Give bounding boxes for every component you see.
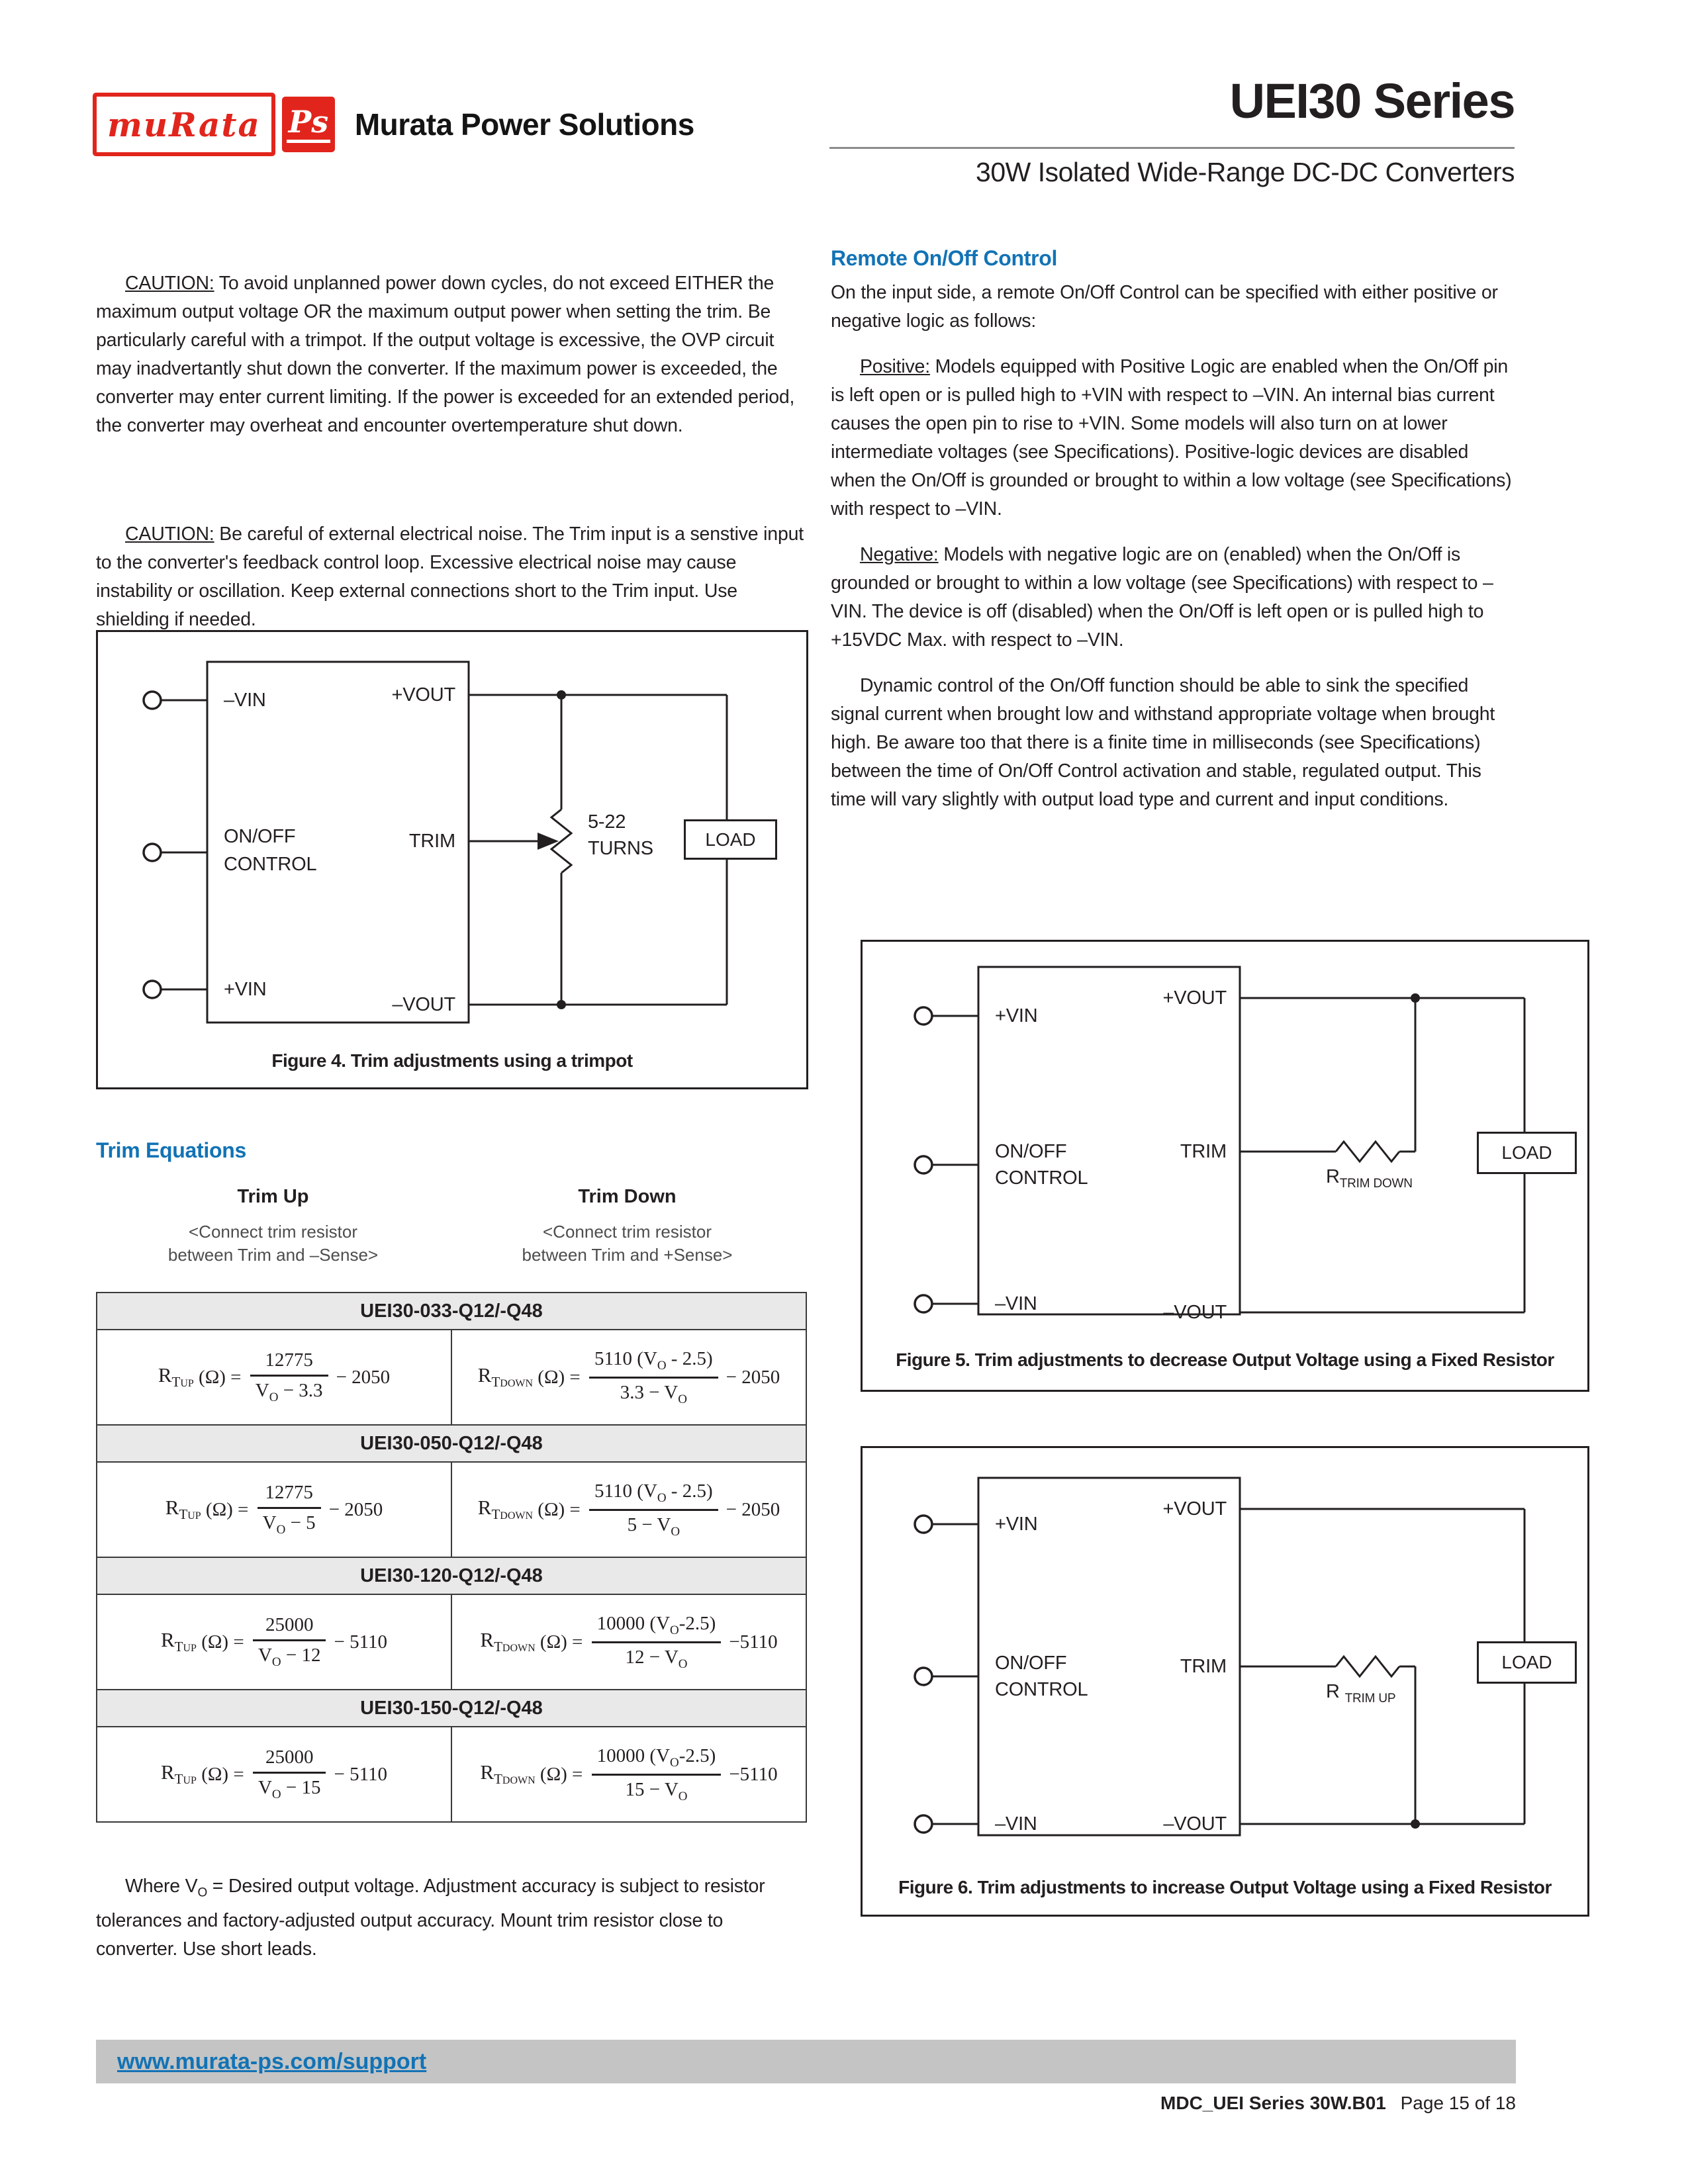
input-terminals [915,1516,932,1833]
trim-up-equation: $R_{TUP}$ (Ω) = $\frac{12775}{V_O - 3.3}$ − 2050 [97,1330,452,1424]
fig6-pin-neg-vout: –VOUT [1163,1813,1227,1835]
fig4-pin-onoff-line2: CONTROL [224,854,317,875]
fixed-resistor [1336,1142,1399,1161]
fig5-resistor-subscript: TRIM DOWN [1339,1176,1413,1191]
input-terminals [144,692,161,998]
fig5-pin-pos-vout: +VOUT [1162,987,1227,1009]
fig4-pin-neg-vout: –VOUT [392,994,455,1015]
figure-6-caption: Figure 6. Trim adjustments to increase Output Voltage using a Fixed Resistor [898,1877,1552,1897]
support-link[interactable]: www.murata-ps.com/support [117,2048,427,2074]
fig4-turns-label-line2: TURNS [588,838,653,859]
fig5-pin-onoff-line1: ON/OFF [995,1141,1067,1162]
caution-2-lead: CAUTION: [125,523,214,545]
junction-dot [1411,1819,1420,1829]
fixed-resistor [1336,1657,1399,1676]
trim-up-equation: $R_{TUP}$ (Ω) = $\frac{12775}{V_O - 5}$ − 2050 [97,1463,452,1557]
trim-up-title: Trim Up [237,1186,309,1207]
remote-onoff-intro: On the input side, a remote On/Off Control can be specified with either positive or negative logic as follows: [831,282,1498,332]
negative-text: Models with negative logic are on (enabled) when the On/Off is grounded or brought to within a low voltage (see Specifications) with respect to –VIN. The device is off (disabled) when the On/Off is left open or is pulled high to +15VDC Max. with respect to –VIN. [831,544,1493,651]
fig6-pin-onoff-line2: CONTROL [995,1679,1088,1700]
fig5-pin-trim: TRIM [1180,1141,1227,1162]
brand-name: Murata Power Solutions [354,107,694,142]
trim-down-note-line1: <Connect trim resistor [542,1222,712,1242]
remote-onoff-section [831,246,1514,831]
trim-equations-table [96,1292,807,1823]
trim-down-equation: $R_{TDOWN}$ (Ω) = $\frac{5110 (V_O - 2.5)}{5 - V_O}$ − 2050 [477,1480,780,1539]
murata-logo-text: muRata [107,105,261,144]
fig4-turns-label-line1: 5-22 [588,811,626,833]
trim-up-note-line1: <Connect trim resistor [188,1222,358,1242]
trim-down-note-line2: between Trim and +Sense> [522,1245,733,1265]
fig6-load-box: LOAD [1477,1641,1577,1684]
murata-ps-logo-text: Ps [287,107,331,143]
fig6-pin-neg-vin: –VIN [995,1813,1037,1835]
figure-4-caption: Figure 4. Trim adjustments using a trimpot [271,1050,633,1071]
footer-document-info [1160,2093,1516,2114]
fig6-resistor-label [1326,1680,1395,1710]
murata-logo [93,93,275,156]
fig4-pin-pos-vout: +VOUT [391,684,455,705]
figure-5-trim-down-diagram [861,940,1589,1392]
junction-dot [557,1000,566,1009]
trim-up-equation: $R_{TUP}$ (Ω) = $\frac{25000}{V_O - 15}$ − 5110 [97,1727,452,1821]
logo-row [93,96,694,153]
fig5-pin-pos-vin: +VIN [995,1005,1038,1026]
negative-logic-paragraph [831,541,1514,655]
fig5-pin-onoff-line2: CONTROL [995,1167,1088,1189]
fig4-load-box: LOAD [684,819,777,860]
remote-onoff-heading: Remote On/Off Control [831,246,1058,270]
trim-down-equation: $R_{TDOWN}$ (Ω) = $\frac{10000 (V_O-2.5)}{12 - V_O}$ −5110 [480,1612,778,1671]
fig5-load-box: LOAD [1477,1132,1577,1174]
fig6-pin-onoff-line1: ON/OFF [995,1653,1067,1674]
trim-up-note-line2: between Trim and –Sense> [167,1245,379,1265]
trim-table-equation-row [97,1727,806,1821]
fig5-resistor-symbol: R [1326,1166,1340,1187]
junction-dot [557,690,566,700]
trim-table-equation-row [97,1330,806,1426]
fig4-pin-pos-vin: +VIN [224,979,267,1000]
figure-6-trim-up-diagram [861,1446,1589,1917]
fig4-pin-neg-vin: –VIN [224,690,266,711]
trim-table-model-header: UEI30-120-Q12/-Q48 [97,1558,806,1595]
fig5-pin-neg-vout: –VOUT [1163,1302,1227,1323]
trim-equations-heading: Trim Equations [96,1138,246,1162]
caution-2-text: Be careful of external electrical noise. The Trim input is a senstive input to the converter's feedback control loop. Excessive electrical noise may cause instability or oscillation. Keep external connections short to the Trim input. Use shielding if needed. [96,523,804,630]
fig5-resistor-label [1326,1165,1413,1195]
positive-lead: Positive: [860,356,930,377]
caution-1-lead: CAUTION: [125,272,214,294]
trim-table-model-header: UEI30-150-Q12/-Q48 [97,1690,806,1727]
input-terminals [915,1007,932,1312]
fig6-resistor-subscript: TRIM UP [1344,1691,1396,1706]
figure-5-caption: Figure 5. Trim adjustments to decrease Output Voltage using a Fixed Resistor [896,1349,1554,1370]
wiper-arrow [538,833,559,850]
caution-1-text: To avoid unplanned power down cycles, do not exceed EITHER the maximum output voltage OR the maximum output power when setting the trim. Be particularly careful with a trimpot. If the output voltage is excessive, the OVP circuit may inadvertantly shut down the converter. If the maximum power is exceeded, the converter may enter current limiting. If the power is exceeded for an extended period, the converter may overheat and encounter overtemperature shut down. [96,272,795,436]
trim-table-model-header: UEI30-050-Q12/-Q48 [97,1426,806,1463]
murata-ps-logo [282,97,335,152]
fig4-pin-trim: TRIM [408,831,455,852]
fig6-pin-pos-vout: +VOUT [1162,1498,1227,1520]
trim-up-note [96,1220,450,1267]
series-subtitle: 30W Isolated Wide-Range DC-DC Converters [976,157,1515,187]
trim-table-model-header: UEI30-033-Q12/-Q48 [97,1293,806,1330]
caution-paragraph-2 [96,520,804,634]
footer-bar [96,2040,1516,2083]
junction-dot [1411,993,1420,1003]
positive-logic-paragraph [831,353,1514,523]
fig6-pin-pos-vin: +VIN [995,1514,1038,1535]
fig6-resistor-symbol: R [1326,1681,1340,1702]
positive-text: Models equipped with Positive Logic are enabled when the On/Off pin is left open or is pulled high to +VIN with respect to –VIN. An internal bias current causes the open pin to rise to +VIN. Some models will also turn on at lower intermediate voltages (see Specifications). Positive-logic devices are disabled when the On/Off is grounded or brought to within a low voltage (see Specifications) with respect to –VIN. [831,356,1512,520]
document-id: MDC_UEI Series 30W.B01 [1160,2093,1386,2113]
trim-down-note [450,1220,804,1267]
page-number: Page 15 of 18 [1400,2093,1516,2113]
header-rule [829,147,1515,149]
negative-lead: Negative: [860,544,939,565]
trim-down-equation: $R_{TDOWN}$ (Ω) = $\frac{10000 (V_O-2.5)}{15 - V_O}$ −5110 [480,1745,778,1803]
fig6-pin-trim: TRIM [1180,1656,1227,1677]
fig4-pin-onoff-line1: ON/OFF [224,826,296,847]
series-title: UEI30 Series [1229,73,1515,128]
trim-table-equation-row [97,1463,806,1558]
trim-down-equation: $R_{TDOWN}$ (Ω) = $\frac{5110 (V_O - 2.5)}{3.3 - V_O}$ − 2050 [477,1347,780,1406]
fig5-pin-neg-vin: –VIN [995,1293,1037,1314]
caution-paragraph-1 [96,269,804,440]
trim-note-paragraph: Where $V_O$ = Desired output voltage. Adjustment accuracy is subject to resistor tolerances and factory-adjusted output accuracy. Mount trim resistor close to converter. Use short leads. [96,1875,765,1960]
trim-down-title: Trim Down [578,1186,677,1207]
trim-table-equation-row [97,1595,806,1690]
figure-4-trimpot-diagram [96,630,808,1089]
dynamic-control-paragraph: Dynamic control of the On/Off function should be able to sink the specified signal current when brought low and withstand appropriate voltage when brought high. Be aware too that there is a finite time in milliseconds (see Specifications) between the time of On/Off Control activation and stable, regulated output. This time will vary slightly with output load type and current and input conditions. [831,675,1495,810]
trim-up-equation: $R_{TUP}$ (Ω) = $\frac{25000}{V_O - 12}$ − 5110 [97,1595,452,1689]
